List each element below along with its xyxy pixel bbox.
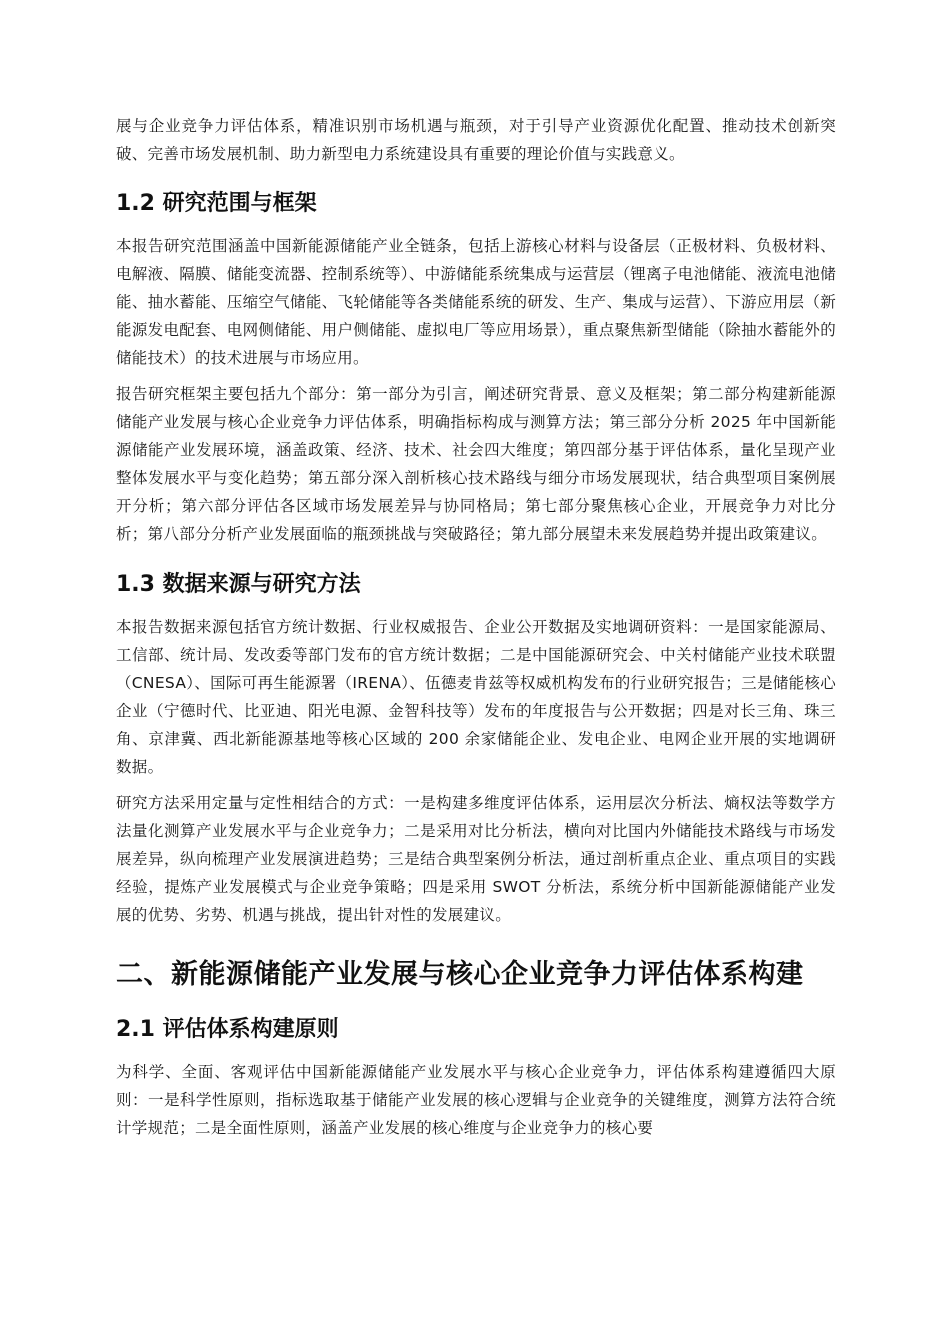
chapter-2-heading: 二、新能源储能产业发展与核心企业竞争力评估体系构建 (116, 959, 804, 990)
section-1-2-heading: 1.2 研究范围与框架 (116, 191, 317, 216)
document-page (116, 112, 836, 1142)
section-1-3-paragraph-2: 研究方法采用定量与定性相结合的方式：一是构建多维度评估体系，运用层次分析法、熵权法等数学方法量化测算产业发展水平与企业竞争力；二是采用对比分析法，横向对比国内外储能技术路线与市场发展差异，纵向梳理产业发展演进趋势；三是结合典型案例分析法，通过剖析重点企业、重点项目的实践经验，提炼产业发展模式与企业竞争策略；四是采用 SWOT 分析法，系统分析中国新能源储能产业发展的优势、劣势、机遇与挑战，提出针对性的发展建议。 (116, 794, 836, 924)
section-2-1-heading: 2.1 评估体系构建原则 (116, 1017, 339, 1042)
section-1-2-paragraph-1: 本报告研究范围涵盖中国新能源储能产业全链条，包括上游核心材料与设备层（正极材料、负极材料、电解液、隔膜、储能变流器、控制系统等）、中游储能系统集成与运营层（锂离子电池储能、液流电池储能、抽水蓄能、压缩空气储能、飞轮储能等各类储能系统的研发、生产、集成与运营）、下游应用层（新能源发电配套、电网侧储能、用户侧储能、虚拟电厂等应用场景），重点聚焦新型储能（除抽水蓄能外的储能技术）的技术进展与市场应用。 (116, 237, 836, 367)
section-1-2-paragraph-2: 报告研究框架主要包括九个部分：第一部分为引言，阐述研究背景、意义及框架；第二部分构建新能源储能产业发展与核心企业竞争力评估体系，明确指标构成与测算方法；第三部分分析 2025 年中国新能源储能产业发展环境，涵盖政策、经济、技术、社会四大维度；第四部分基于评估体系，量化呈现产业整体发展水平与变化趋势；第五部分深入剖析核心技术路线与细分市场发展现状，结合典型项目案例展开分析；第六部分评估各区域市场发展差异与协同格局；第七部分聚焦核心企业，开展竞争力对比分析；第八部分分析产业发展面临的瓶颈挑战与突破路径；第九部分展望未来发展趋势并提出政策建议。 (116, 385, 836, 543)
section-2-1-paragraph-1: 为科学、全面、客观评估中国新能源储能产业发展水平与核心企业竞争力，评估体系构建遵循四大原则：一是科学性原则，指标选取基于储能产业发展的核心逻辑与企业竞争的关键维度，测算方法符合统计学规范；二是全面性原则，涵盖产业发展的核心维度与企业竞争力的核心要 (116, 1063, 836, 1137)
intro-continued-paragraph: 展与企业竞争力评估体系，精准识别市场机遇与瓶颈，对于引导产业资源优化配置、推动技术创新突破、完善市场发展机制、助力新型电力系统建设具有重要的理论价值与实践意义。 (116, 117, 836, 163)
section-1-3-paragraph-1: 本报告数据来源包括官方统计数据、行业权威报告、企业公开数据及实地调研资料：一是国家能源局、工信部、统计局、发改委等部门发布的官方统计数据；二是中国能源研究会、中关村储能产业技术联盟（CNESA）、国际可再生能源署（IRENA）、伍德麦肯兹等权威机构发布的行业研究报告；三是储能核心企业（宁德时代、比亚迪、阳光电源、金智科技等）发布的年度报告与公开数据；四是对长三角、珠三角、京津冀、西北新能源基地等核心区域的 200 余家储能企业、发电企业、电网企业开展的实地调研数据。 (116, 618, 836, 776)
section-1-3-heading: 1.3 数据来源与研究方法 (116, 572, 361, 597)
